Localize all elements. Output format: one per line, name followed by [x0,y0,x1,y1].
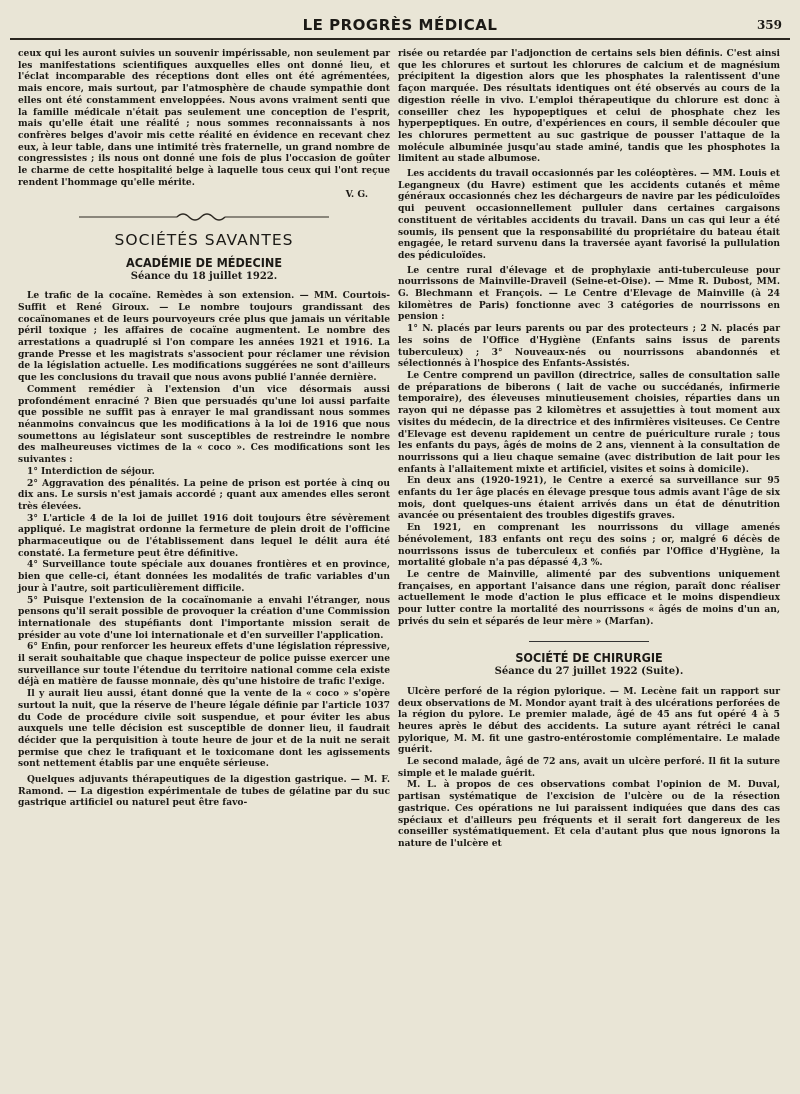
cocaine-paragraph-3: Il y aurait lieu aussi, étant donné que la vente de la « coco » s'opère surtout la nuit, que la réserve de l'heure légale définie par l'article 1037 du Code de procédure civile soit suspendue, et pour éviter les abus auxquels une telle décision est susceptible de donner lieu, il faudrait décider que la perquisition à toute heure de jour et de la nuit ne serait permise que chez le trafiquant et le toxicomane dont les agissements sont nettement établis par une enquête sérieuse. [18,688,390,770]
cocaine-item-6: 6° Enfin, pour renforcer les heureux effets d'une législation répressive, il serait souhaitable que chaque inspecteur de police puisse exercer une surveillance sur toute l'étendue du territoire national comme cela existe déjà en matière de fausse monnaie, dès qu'une histoire de trafic l'exige. [18,641,390,688]
centre-paragraph-2: 1° N. placés par leurs parents ou par des protecteurs ; 2 N. placés par les soins de l'Office d'Hygiène (Enfants sains issus de parents tuberculeux) ; 3° Nouveaux-nés ou nourrissons abandonnés et sélectionnés à l'hospice des Enfants-Assistés. [398,323,780,370]
centre-paragraph-6: Le centre de Mainville, alimenté par des subventions uniquement françaises, en apportant l'aisance dans une région, paraît donc réaliser actuellement le mode d'action le plus efficace et le moins dispendieux pour lutter contre la mortalité des nourrissons « âgés de moins d'un an, privés du sein et séparés de leur mère » (Marfan). [398,568,780,627]
ornament-divider [79,211,329,223]
cocaine-paragraph-1: Le trafic de la cocaïne. Remèdes à son extension. — MM. Courtois-Suffit et René Giroux. — Le nombre toujours grandissant des cocaïnomanes et de leurs pourvoyeurs crée plus que jamais un véritable péril toxique ; les affaires de cocaïne augmentent. Le nombre des arrestations a quadruplé si l'on compare les années 1921 et 1916. La grande Presse et les magistrats s'associent pour réclamer une révision de la législation actuelle. Les modifications suggérées ne sont d'ailleurs que les conclusions du travail que nous avons publié l'année dernière. [18,290,390,384]
cocaine-item-2: 2° Aggravation des pénalités. La peine de prison est portée à cinq ou dix ans. Le sursis n'est jamais accordé ; quant aux amendes elles seront très élevées. [18,477,390,512]
chirurgie-date: Séance du 27 juillet 1922 (Suite). [494,666,684,678]
signature: V. G. [345,189,368,201]
right-column [398,48,780,850]
ulcere-paragraph-3: M. L. à propos de ces observations combat l'opinion de M. Duval, partisan systématique de l'excision de l'ulcère ou de la résection gastrique. Ces opérations ne lui paraissent indiquées que dans des cas spéciaux et d'ailleurs peu fréquents et il serait fort dangereux de les conseiller systématiquement. Et cela d'autant plus que nous ignorons la nature de l'ulcère et [398,779,780,849]
intro-paragraph: ceux qui les auront suivies un souvenir impérissable, non seulement par les manifestations scientifiques auxquelles elles ont donné lieu, et l'éclat incomparable des réceptions dont elles ont été agrémentées, mais encore, mais surtout, par l'atmosphère de chaude sympathie dont elles ont été constamment enveloppées. Nous avons vraiment senti que la famille médicale n'était pas seulement une conception de l'esprit, mais qu'elle était une réalité ; nous sommes reconnaissants à nos confrères belges d'avoir mis cette réalité en évidence en recevant chez eux, à leur table, dans une intimité très fraternelle, un grand nombre de congressistes ; ils nous ont donné une fois de plus l'occasion de goûter le charme de cette hospitalité belge à laquelle tous ceux qui l'ont reçue rendent l'hommage qu'elle mérite. [18,48,390,188]
ulcere-paragraph-1: Ulcère perforé de la région pylorique. — M. Lecène fait un rapport sur deux observations de M. Mondor ayant trait à des ulcérations perforées de la région du pylore. Le premier malade, âgé de 45 ans fut opéré 4 à 5 heures après le début des accidents. La suture ayant rétréci le canal pylorique, M. M. fit une gastro-entérostomie complémentaire. Le malade guérit. [398,685,780,756]
journal-title: LE PROGRÈS MÉDICAL [302,16,498,34]
section-title: SOCIÉTÉS SAVANTES [114,231,294,250]
page-header [10,14,790,40]
centre-paragraph-1: Le centre rural d'élevage et de prophylaxie anti-tuberculeuse pour nourrissons de Mainville-Draveil (Seine-et-Oise). — Mme R. Dubost, MM. G. Blechmann et François. — Le Centre d'Elevage de Mainville (à 24 kilomètres de Paris) fonctionne avec 3 catégories de nourrissons en pension : [398,264,780,323]
cocaine-paragraph-2: Comment remédier à l'extension d'un vice désormais aussi profondément enraciné ? Bien que persuadés qu'une loi aussi parfaite que possible ne suffit pas à enrayer le mal grandissant nous sommes néanmoins convaincus que les modifications à la loi de 1916 que nous soumettons au législateur sont susceptibles de restreindre le nombre des malheureuses victimes de la « coco ». Ces modifications sont les suivantes : [18,383,390,466]
digestion-continuation: risée ou retardée par l'adjonction de certains sels bien définis. C'est ainsi que les chlorures et surtout les chlorures de calcium et de magnésium précipitent la digestion alors que les phosphates la ralentissent d'une façon marquée. Des résultats identiques ont été observés au cours de la digestion réelle in vivo. L'emploi thérapeutique du chlorure est donc à conseiller chez les hypopeptiques et celui de phosphate chez les hyperpeptiques. En outre, d'expériences en cours, il semble découler que les chlorures permettent au suc gastrique de pousser l'attaque de la molécule albuminée jusqu'au stade aminé, tandis que les phosphotes la limitent au stade albumose. [398,48,780,165]
left-column [18,48,390,809]
academie-date: Séance du 18 juillet 1922. [130,270,278,282]
section-rule [529,641,649,642]
page-number: 359 [756,18,782,32]
centre-paragraph-3: Le Centre comprend un pavillon (directrice, salles de consultation salle de préparations de biberons ( lait de vache ou succédanés, infirmerie temporaire), des éleveuses minutieusement choisies, réparties dans un rayon qui ne dépasse pas 2 kilomètres et assujetties à tout moment aux visites du médecin, de la directrice et des infirmières visiteuses. Ce Centre d'Elevage est devenu rapidement un centre de puériculture rurale ; tous les enfants du pays, âgés de moins de 2 ans, viennent à la consultation de nourrissons qui a lieu chaque semaine (avec distribution de lait pour les enfants à l'allaitement mixte et artificiel, visites et soins à domicile). [398,369,780,475]
digestion-paragraph: Quelques adjuvants thérapeutiques de la digestion gastrique. — M. F. Ramond. — La digestion expérimentale de tubes de gélatine par du suc gastrique artificiel ou naturel peut être favo- [18,774,390,809]
cocaine-item-5: 5° Puisque l'extension de la cocaïnomanie a envahi l'étranger, nous pensons qu'il serait possible de provoquer la création d'une Commission internationale des stupéfiants dont l'importante mission serait de présider au vote d'une loi internationale et d'en surveiller l'application. [18,594,390,641]
ulcere-paragraph-2: Le second malade, âgé de 72 ans, avait un ulcère perforé. Il fit la suture simple et le malade guérit. [398,756,780,779]
centre-paragraph-5: En 1921, en comprenant les nourrissons du village amenés bénévolement, 183 enfants ont reçu des soins ; or, malgré 6 décès de nourrissons issus de tuberculeux et confiés par l'Office d'Hygiène, la mortalité globale n'a pas dépassé 4,3 %. [398,522,780,569]
accidents-paragraph: Les accidents du travail occasionnés par les coléoptères. — MM. Louis et Legangneux (du Havre) estiment que les accidents cutanés et même généraux occasionnés chez les déchargeurs de navire par les pédiculoïdes qui peuvent occasionnellement pulluler dans certaines cargaisons constituent de véritables accidents du travail. Dans un cas qui leur a été soumis, ils pensent que la responsabilité du propriétaire du bateau était engagée, le retard survenu dans la traversée ayant favorisé la pullulation des pédiculoïdes. [398,168,780,261]
cocaine-item-3: 3° L'article 4 de la loi de juillet 1916 doit toujours être sévèrement appliqué. Le magistrat ordonne la fermeture de plein droit de l'officine pharmaceutique ou de l'établissement dans lequel le délit aura été constaté. La fermeture peut être définitive. [18,512,390,559]
cocaine-item-4: 4° Surveillance toute spéciale aux douanes frontières et en province, bien que celle-ci, étant données les modalités de trafic variables d'un jour à l'autre, soit particulièrement difficile. [18,559,390,594]
academie-title: ACADÉMIE DE MÉDECINE [125,254,283,270]
cocaine-item-1: 1° Interdiction de séjour. [27,465,155,477]
chirurgie-title: SOCIÉTÉ DE CHIRURGIE [515,650,663,666]
centre-paragraph-4: En deux ans (1920-1921), le Centre a exercé sa surveillance sur 95 enfants du 1er âge placés en élevage presque tous admis avant l'âge de six mois, dont quelques-uns étaient arrivés dans un état de dénutrition avancée ou présentaient des troubles digestifs graves. [398,475,780,522]
